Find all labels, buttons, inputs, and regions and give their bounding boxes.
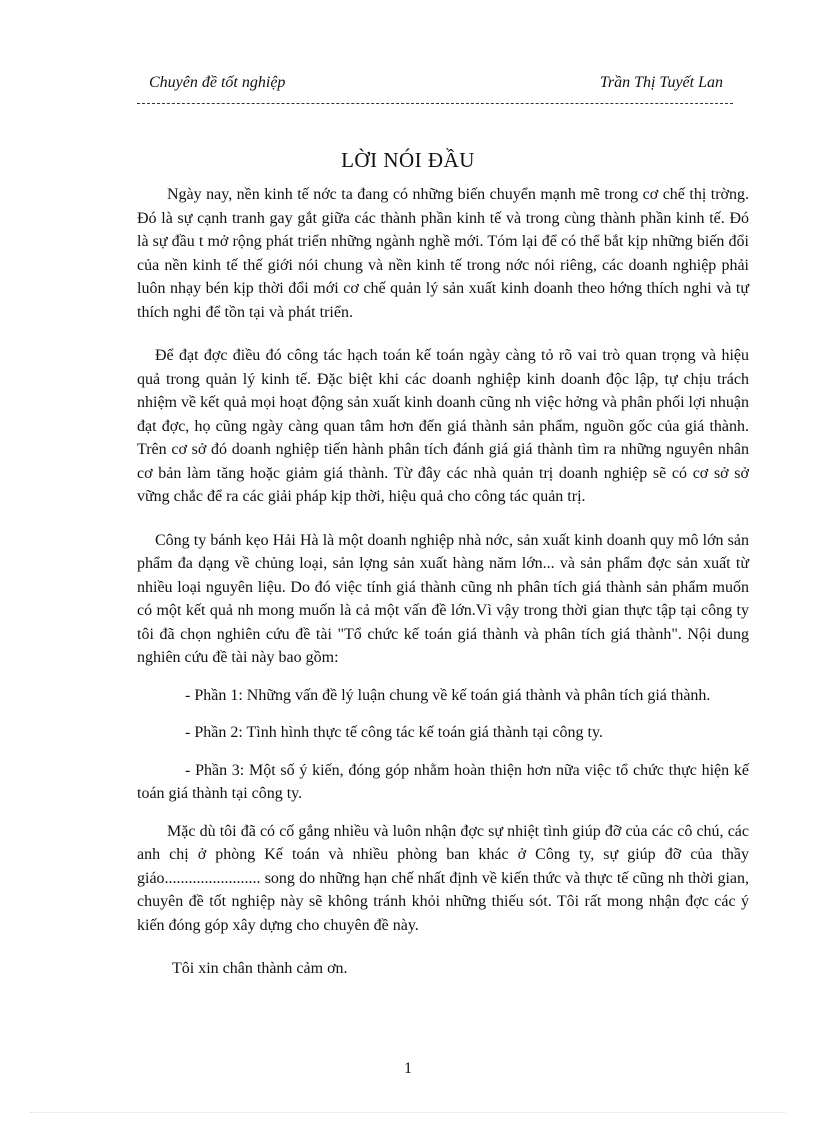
list-item-part-3: - Phần 3: Một số ý kiến, đóng góp nhằm hoàn thiện hơn nữa việc tổ chức thực hiện kế toán giá thành tại công ty.: [137, 761, 749, 802]
paragraph-intro: Ngày nay, nền kinh tế nớc ta đang có những biến chuyển mạnh mẽ trong cơ chế thị trờng. Đó là sự cạnh tranh gay gắt giữa các thành phần kinh tế và trong cùng thành phần kinh tế. Đó là sự đầu t mở rộng phát triển những ngành nghề mới. Tóm lại để có thể bắt kịp những biến đổi của nền kinh tế thế giới nói chung và nền kinh tế trong nớc nói riêng, các doanh nghiệp phải luôn nhạy bén kịp thời đổi mới cơ chế quản lý sản xuất kinh doanh theo hớng thích nghi và tự thích nghi để tồn tại và phát triển.: [137, 186, 749, 321]
header-document-type: Chuyên đề tốt nghiệp: [149, 74, 286, 91]
paragraph-acknowledgement: Mặc dù tôi đã có cố gắng nhiều và luôn nhận đợc sự nhiệt tình giúp đỡ của các cô chú, các anh chị ở phòng Kế toán và nhiều phòng ban khác ở Công ty, sự giúp đỡ của thầy giáo........................ song do những hạn chế nhất định về kiến thức và thực tế cũng nh thời gian, chuyên đề tốt nghiệp này sẽ không tránh khỏi những thiếu sót. Tôi rất mong nhận đợc các ý kiến đóng góp xây dựng cho chuyên đề này.: [137, 822, 749, 934]
list-item-part-2: - Phần 2: Tình hình thực tế công tác kế toán giá thành tại công ty.: [185, 724, 603, 741]
list-item-part-1: - Phần 1: Những vấn đề lý luận chung về kế toán giá thành và phân tích giá thành.: [185, 686, 711, 704]
page-header: [137, 74, 733, 98]
document-body: [137, 183, 749, 1001]
header-author: Trần Thị Tuyết Lan: [599, 74, 723, 91]
closing-line: Tôi xin chân thành cảm ơn.: [172, 960, 348, 977]
paragraph-accounting-role: Để đạt đợc điều đó công tác hạch toán kế toán ngày càng tỏ rõ vai trò quan trọng và hiệu quả trong quản lý kinh tế. Đặc biệt khi các doanh nghiệp kinh doanh độc lập, tự chịu trách nhiệm về kết quả mọi hoạt động sản xuất kinh doanh cũng nh việc hởng và phân phối lợi nhuận đạt đợc, họ cũng ngày càng quan tâm hơn đến giá thành sản phẩm, nguồn gốc của giá thành. Trên cơ sở đó doanh nghiệp tiến hành phân tích đánh giá giá thành tìm ra những nguyên nhân cơ bản làm tăng hoặc giảm giá thành. Từ đây các nhà quản trị doanh nghiệp sẽ có cơ sở sở vững chắc để ra các giải pháp kịp thời, hiệu quả cho công tác quản trị.: [137, 347, 749, 505]
paragraph-company: Công ty bánh kẹo Hải Hà là một doanh nghiệp nhà nớc, sản xuất kinh doanh quy mô lớn sản phẩm đa dạng về chủng loại, sản lợng sản xuất hàng năm lớn... và sản phẩm đợc sản xuất từ nhiều loại nguyên liệu. Do đó việc tính giá thành cũng nh phân tích giá thành sản phẩm muốn có một kết quả nh mong muốn là cả một vấn đề lớn.Vì vậy trong thời gian thực tập tại công ty tôi đã chọn nghiên cứu đề tài "Tổ chức kế toán giá thành và phân tích giá thành". Nội dung nghiên cứu đề tài này bao gồm:: [137, 531, 749, 666]
page-title: LỜI NÓI ĐẦU: [341, 148, 475, 172]
footer-divider: [30, 1112, 786, 1113]
page-number: 1: [404, 1060, 412, 1077]
header-divider: [137, 103, 733, 104]
